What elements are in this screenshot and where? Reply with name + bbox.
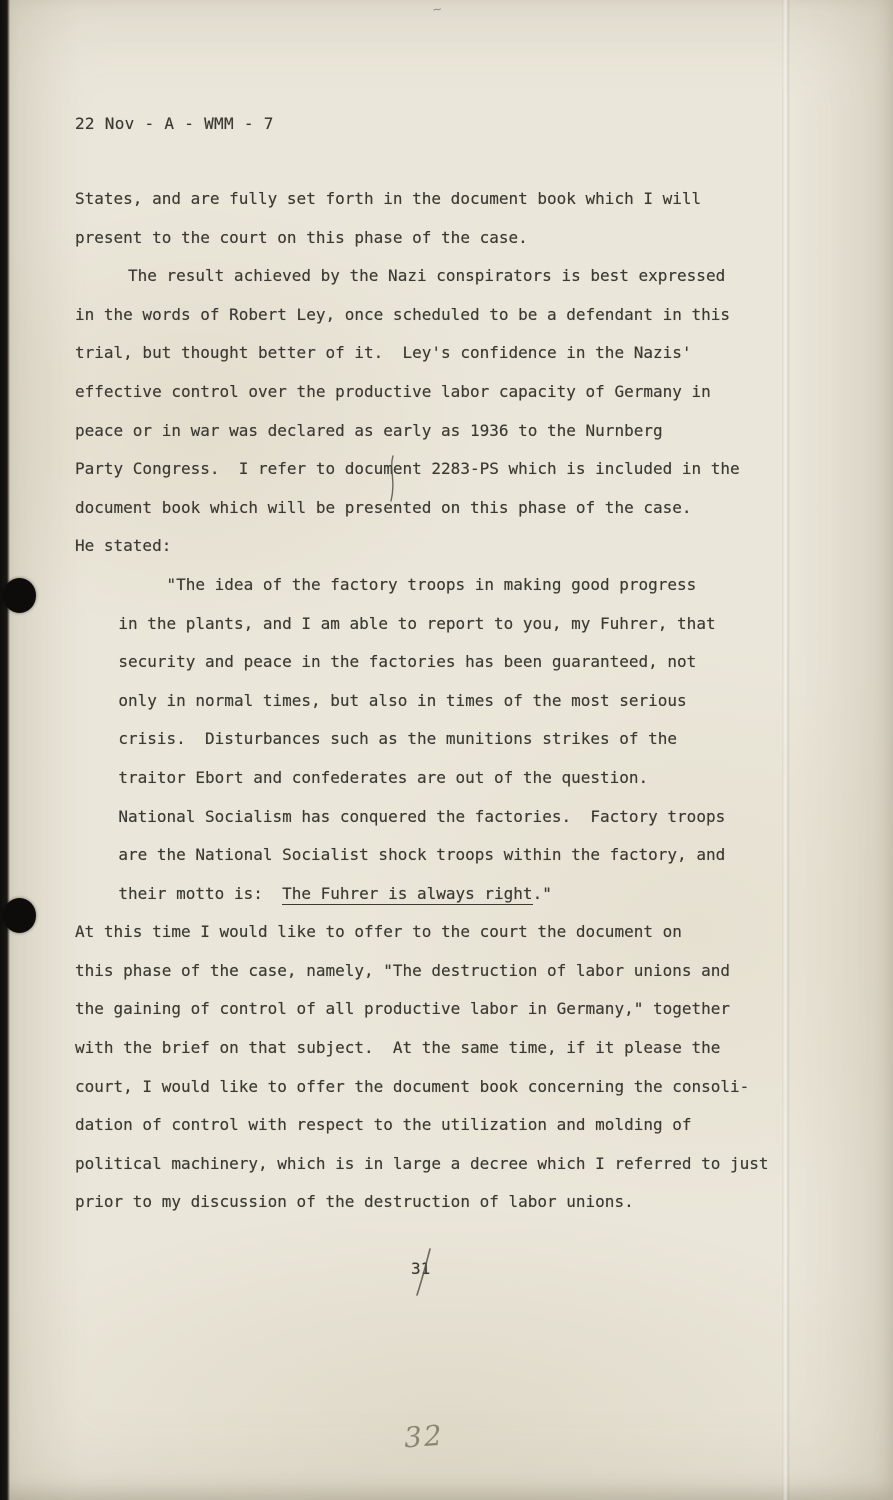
text-line: He stated: xyxy=(75,536,172,556)
hole-punch-top xyxy=(3,578,36,613)
text-line xyxy=(75,875,835,914)
text-line: court, I would like to offer the document book concerning the consoli- xyxy=(75,1076,750,1096)
text-line: National Socialism has conquered the factories. Factory troops xyxy=(118,806,726,826)
scan-artifact: ~ xyxy=(431,1,441,19)
text-line: present to the court on this phase of the case. xyxy=(75,227,528,247)
text-line: prior to my discussion of the destruction of labor unions. xyxy=(75,1192,634,1212)
scan-left-edge xyxy=(0,0,10,1500)
text-segment: their motto is: xyxy=(118,883,283,903)
text-line: crisis. Disturbances such as the munitions strikes of the xyxy=(118,729,678,749)
text-line: traitor Ebort and confederates are out of the question. xyxy=(118,767,649,787)
hole-punch-bottom xyxy=(3,898,36,933)
underlined-text: The Fuhrer is always right xyxy=(282,883,533,903)
text-line: Party Congress. I refer to document 2283-PS which is included in the xyxy=(75,459,740,479)
text-line: peace or in war was declared as early as 1936 to the Nurnberg xyxy=(75,420,663,440)
text-line: this phase of the case, namely, "The destruction of labor unions and xyxy=(75,960,731,980)
page-number: 31 xyxy=(411,1259,431,1278)
text-line: document book which will be presented on this phase of the case. xyxy=(75,497,692,517)
pen-mark xyxy=(386,455,400,503)
text-segment: ." xyxy=(532,883,552,903)
text-line: only in normal times, but also in times of the most serious xyxy=(118,690,687,710)
text-line: trial, but thought better of it. Ley's confidence in the Nazis' xyxy=(75,343,692,363)
text-line: dation of control with respect to the utilization and molding of xyxy=(75,1115,692,1135)
document-body xyxy=(75,180,835,1222)
text-line: are the National Socialist shock troops within the factory, and xyxy=(118,845,726,865)
text-line: The result achieved by the Nazi conspirators is best expressed xyxy=(127,266,726,286)
pen-stroke-page-number xyxy=(410,1246,436,1298)
text-line: in the plants, and I am able to report to you, my Fuhrer, that xyxy=(118,613,716,633)
text-line: effective control over the productive labor capacity of Germany in xyxy=(75,381,711,401)
text-line: the gaining of control of all productive labor in Germany," together xyxy=(75,999,731,1019)
text-line: "The idea of the factory troops in making good progress xyxy=(166,574,697,594)
text-line: At this time I would like to offer to the court the document on xyxy=(75,922,682,942)
page-header: 22 Nov - A - WMM - 7 xyxy=(75,114,274,133)
text-line: States, and are fully set forth in the document book which I will xyxy=(75,189,702,208)
text-line: with the brief on that subject. At the same time, if it please the xyxy=(75,1038,721,1058)
handwritten-number: 32 xyxy=(402,1418,445,1455)
text-line: in the words of Robert Ley, once scheduled to be a defendant in this xyxy=(75,304,731,324)
text-line: political machinery, which is in large a decree which I referred to just xyxy=(75,1153,769,1173)
text-line: security and peace in the factories has been guaranteed, not xyxy=(118,652,697,672)
